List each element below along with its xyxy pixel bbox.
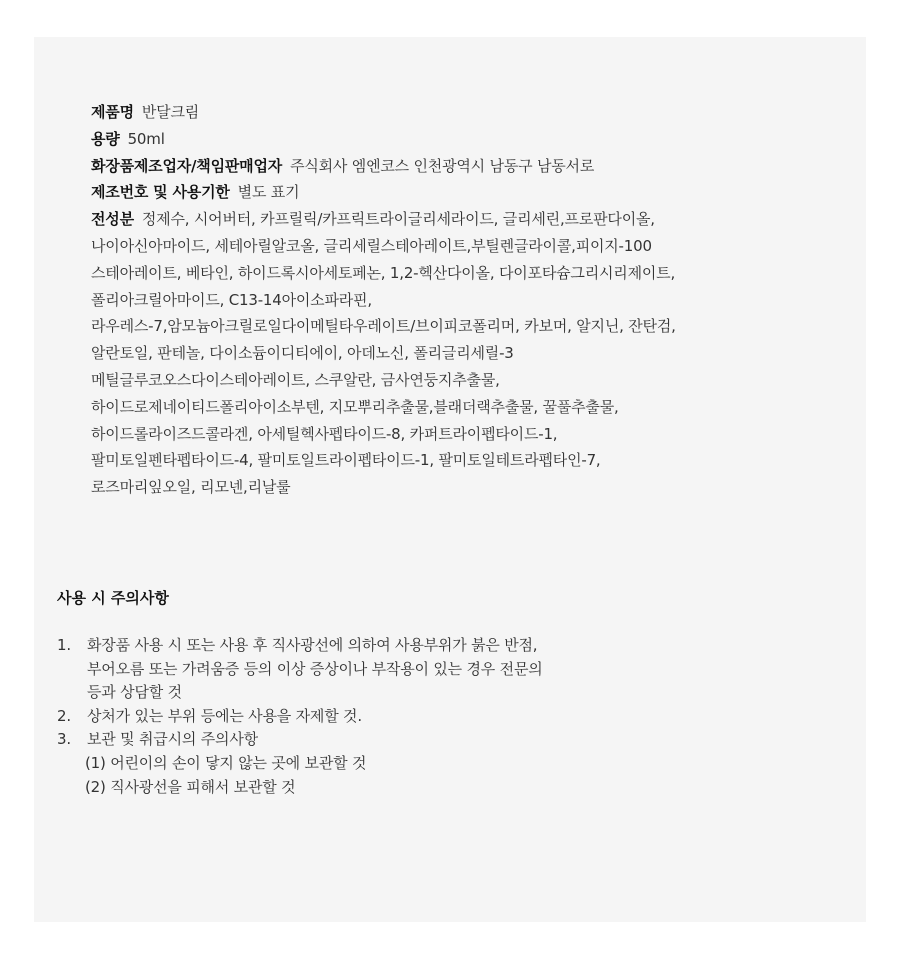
ingredients-line: 알란토일, 판테놀, 다이소듐이디티에이, 아데노신, 폴리글리세릴-3 bbox=[91, 344, 514, 363]
caution-item-number: 1. bbox=[57, 636, 71, 654]
product-name-label: 제품명 bbox=[91, 103, 134, 121]
ingredients-line: 스테아레이트, 베타인, 하이드록시아세토페논, 1,2-헥산다이올, 다이포타슘그리시리제이트, bbox=[91, 263, 676, 282]
caution-item-line: 등과 상담할 것 bbox=[87, 683, 182, 702]
ingredients-line: 하이드롤라이즈드콜라겐, 아세틸헥사펩타이드-8, 카퍼트라이펩타이드-1, bbox=[91, 424, 558, 443]
caution-item-number: 2. bbox=[57, 706, 71, 725]
product-name-value: 반달크림 bbox=[141, 103, 200, 121]
caution-item bbox=[57, 728, 817, 752]
manufacturer-label: 화장품제조업자/책임판매업자 bbox=[91, 156, 283, 175]
manufacturer-value: 주식회사 엠엔코스 인천광역시 남동구 남동서로 bbox=[290, 156, 595, 175]
volume-row bbox=[91, 126, 851, 153]
expiry-label: 제조번호 및 사용기한 bbox=[91, 183, 230, 202]
caution-item-line: 부어오름 또는 가려움증 등의 이상 증상이나 부작용이 있는 경우 전문의 bbox=[87, 659, 543, 678]
product-name-row bbox=[91, 99, 851, 126]
caution-item-line: 보관 및 취급시의 주의사항 bbox=[87, 730, 258, 749]
ingredients-line: 폴리아크릴아마이드, C13-14아이소파라핀, bbox=[91, 290, 372, 309]
ingredients-block bbox=[91, 206, 851, 501]
caution-subitem: (1) 어린이의 손이 닿지 않는 곳에 보관할 것 bbox=[85, 753, 367, 772]
caution-item bbox=[57, 634, 817, 705]
caution-item-body bbox=[87, 634, 817, 705]
ingredients-line: 메틸글루코오스다이스테아레이트, 스쿠알란, 금사연둥지추출물, bbox=[91, 370, 500, 389]
ingredients-line: 하이드로제네이티드폴리아이소부텐, 지모뿌리추출물,블래더랙추출물, 꿀풀추출물, bbox=[91, 397, 619, 416]
volume-label: 용량 bbox=[91, 129, 120, 148]
caution-list bbox=[57, 634, 817, 799]
caution-item-line: 상처가 있는 부위 등에는 사용을 자제할 것. bbox=[87, 706, 362, 725]
caution-item-body bbox=[87, 705, 817, 729]
ingredients-line: 나이아신아마이드, 세테아릴알코올, 글리세릴스테아레이트,부틸렌글라이콜,피이지-100 bbox=[91, 236, 652, 255]
ingredients-line: 라우레스-7,암모늄아크릴로일다이메틸타우레이트/브이피코폴리머, 카보머, 알지닌, 잔탄검, bbox=[91, 317, 676, 336]
caution-item-line: 화장품 사용 시 또는 사용 후 직사광선에 의하여 사용부위가 붉은 반점, bbox=[87, 636, 538, 654]
ingredients-line: 정제수, 시어버터, 카프릴릭/카프릭트라이글리세라이드, 글리세린,프로판다이올, bbox=[141, 210, 655, 229]
product-info bbox=[91, 99, 851, 501]
ingredients-label: 전성분 bbox=[91, 210, 134, 229]
ingredients-line: 팔미토일펜타펩타이드-4, 팔미토일트라이펩타이드-1, 팔미토일테트라펩타인-7, bbox=[91, 451, 601, 470]
expiry-value: 별도 표기 bbox=[237, 183, 300, 202]
caution-subitem: (2) 직사광선을 피해서 보관할 것 bbox=[85, 777, 296, 796]
expiry-row bbox=[91, 179, 851, 206]
ingredients-line: 로즈마리잎오일, 리모넨,리날룰 bbox=[91, 478, 291, 497]
volume-value: 50ml bbox=[127, 129, 165, 148]
caution-item bbox=[57, 705, 817, 729]
caution-item-body bbox=[87, 728, 817, 752]
caution-title: 사용 시 주의사항 bbox=[57, 589, 169, 607]
manufacturer-row bbox=[91, 153, 851, 180]
caution-item-number: 3. bbox=[57, 730, 71, 749]
